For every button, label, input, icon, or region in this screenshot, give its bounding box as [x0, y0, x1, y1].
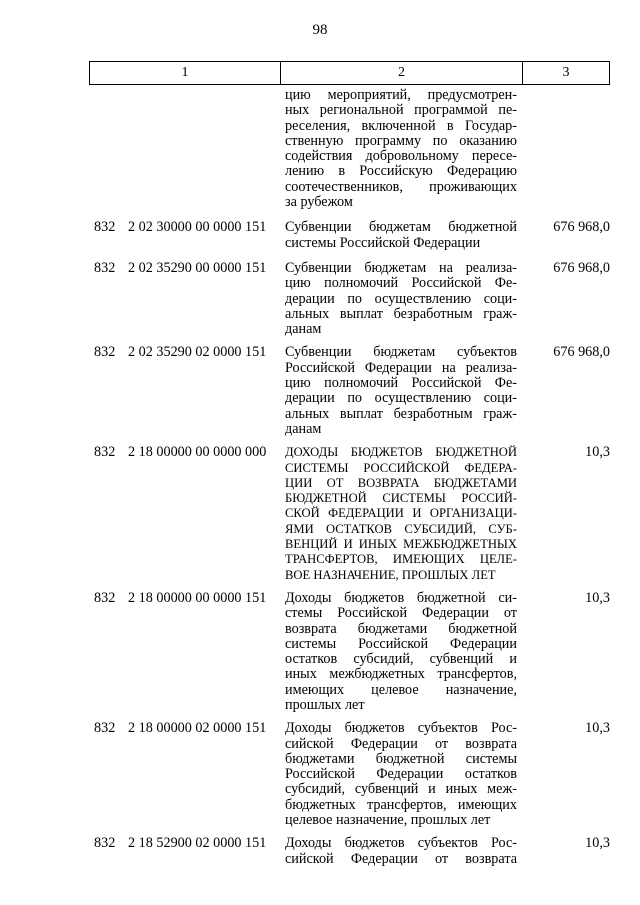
table-row: [89, 721, 610, 828]
name-line: Субвенции бюджетам субъектов: [285, 344, 517, 361]
row-name: [285, 591, 517, 713]
amount: 10,3: [585, 835, 610, 852]
header-col-1: 1: [90, 62, 281, 84]
amount: 676 968,0: [553, 344, 610, 361]
name-line: целевое назначение, прошлых лет: [285, 812, 491, 829]
admin-code: 832: [94, 219, 116, 236]
name-line: Субвенции бюджетам бюджетной: [285, 219, 517, 236]
budget-classification-code: 2 18 00000 00 0000 151: [128, 589, 267, 606]
admin-code: 832: [94, 835, 116, 852]
amount: 10,3: [585, 589, 610, 606]
name-line: содействия добровольному пересе-: [285, 148, 517, 165]
row-name: [285, 261, 517, 337]
row-name: [285, 220, 517, 251]
table-row: [89, 591, 610, 713]
name-line: лению в Российскую Федерацию: [285, 163, 517, 180]
table-row: [89, 261, 610, 337]
name-line: данам: [285, 321, 322, 338]
table-row: [89, 220, 610, 251]
table-row: [89, 836, 610, 867]
page-number: 98: [312, 22, 328, 38]
table-row: [89, 345, 610, 437]
name-line: иных межбюджетных трансфертов,: [285, 666, 517, 683]
name-line: бюджетами бюджетной системы: [285, 750, 517, 767]
name-line: сийской Федерации от возврата: [285, 850, 517, 867]
amount: 676 968,0: [553, 259, 610, 276]
name-line: имеющих целевое назначение,: [285, 681, 517, 698]
budget-classification-code: 2 18 00000 00 0000 000: [128, 444, 267, 461]
name-line: дерации по осуществлению соци-: [285, 290, 517, 307]
name-line: прошлых лет: [285, 696, 365, 713]
name-line: системы Российской Федерации: [285, 234, 481, 251]
name-line: сийской Федерации от возврата: [285, 735, 517, 752]
name-line: альных выплат безработным граж-: [285, 305, 517, 322]
name-line: ВЕНЦИЙ И ИНЫХ МЕЖБЮДЖЕТНЫХ: [285, 537, 517, 552]
name-line: Доходы бюджетов субъектов Рос-: [285, 720, 517, 737]
name-line: СКОЙ ФЕДЕРАЦИИ И ОРГАНИЗАЦИ-: [285, 506, 517, 521]
budget-classification-code: 2 02 35290 00 0000 151: [128, 259, 267, 276]
budget-classification-code: 2 02 30000 00 0000 151: [128, 219, 267, 236]
table-body: [89, 88, 610, 875]
name-line: ЯМИ ОСТАТКОВ СУБСИДИЙ, СУБ-: [285, 521, 517, 536]
name-line: субсидий, субвенций и иных меж-: [285, 781, 517, 798]
name-line: Доходы бюджетов бюджетной си-: [285, 589, 517, 606]
budget-classification-code: 2 02 35290 02 0000 151: [128, 344, 267, 361]
amount: 10,3: [585, 720, 610, 737]
admin-code: 832: [94, 444, 116, 461]
name-line: возврата бюджетами бюджетной: [285, 620, 517, 637]
amount: 676 968,0: [553, 219, 610, 236]
name-line: цию мероприятий, предусмотрен-: [285, 87, 517, 103]
name-line: ЦИИ ОТ ВОЗВРАТА БЮДЖЕТАМИ: [285, 475, 517, 490]
name-line: цию полномочий Российской Фе-: [285, 275, 517, 292]
name-line: ственную программу по оказанию: [285, 132, 517, 149]
name-line: Российской Федерации остатков: [285, 766, 517, 783]
continuation-row: [89, 88, 610, 210]
name-line: Субвенции бюджетам на реализа-: [285, 259, 517, 276]
budget-classification-code: 2 18 52900 02 0000 151: [128, 835, 267, 852]
row-name: [285, 445, 517, 583]
header-col-3: 3: [562, 65, 570, 80]
name-line: соотечественников, проживающих: [285, 178, 517, 195]
admin-code: 832: [94, 259, 116, 276]
name-line: остатков субсидий, субвенций и: [285, 651, 517, 668]
name-line: ВОЕ НАЗНАЧЕНИЕ, ПРОШЛЫХ ЛЕТ: [285, 567, 496, 582]
row-name: [285, 88, 517, 210]
row-name: [285, 836, 517, 867]
admin-code: 832: [94, 344, 116, 361]
name-line: ТРАНСФЕРТОВ, ИМЕЮЩИХ ЦЕЛЕ-: [285, 552, 517, 567]
name-line: Доходы бюджетов субъектов Рос-: [285, 835, 517, 852]
name-line: стемы Российской Федерации от: [285, 605, 517, 622]
table-header: [89, 61, 610, 85]
name-line: СИСТЕМЫ РОССИЙСКОЙ ФЕДЕРА-: [285, 460, 517, 475]
name-line: системы Российской Федерации: [285, 635, 517, 652]
name-line: ДОХОДЫ БЮДЖЕТОВ БЮДЖЕТНОЙ: [285, 445, 517, 460]
name-line: за рубежом: [285, 194, 353, 211]
admin-code: 832: [94, 720, 116, 737]
budget-classification-code: 2 18 00000 02 0000 151: [128, 720, 267, 737]
amount: 10,3: [585, 444, 610, 461]
name-line: БЮДЖЕТНОЙ СИСТЕМЫ РОССИЙ-: [285, 491, 517, 506]
name-line: дерации по осуществлению соци-: [285, 390, 517, 407]
name-line: Российской Федерации на реализа-: [285, 359, 517, 376]
name-line: цию полномочий Российской Фе-: [285, 375, 517, 392]
header-col-2: 2: [281, 62, 523, 84]
name-line: реселения, включенной в Государ-: [285, 117, 517, 134]
row-name: [285, 721, 517, 828]
name-line: данам: [285, 420, 322, 437]
table-row: [89, 445, 610, 583]
name-line: альных выплат безработным граж-: [285, 405, 517, 422]
row-name: [285, 345, 517, 437]
name-line: бюджетных трансфертов, имеющих: [285, 796, 517, 813]
admin-code: 832: [94, 589, 116, 606]
name-line: ных региональной программой пе-: [285, 102, 517, 119]
